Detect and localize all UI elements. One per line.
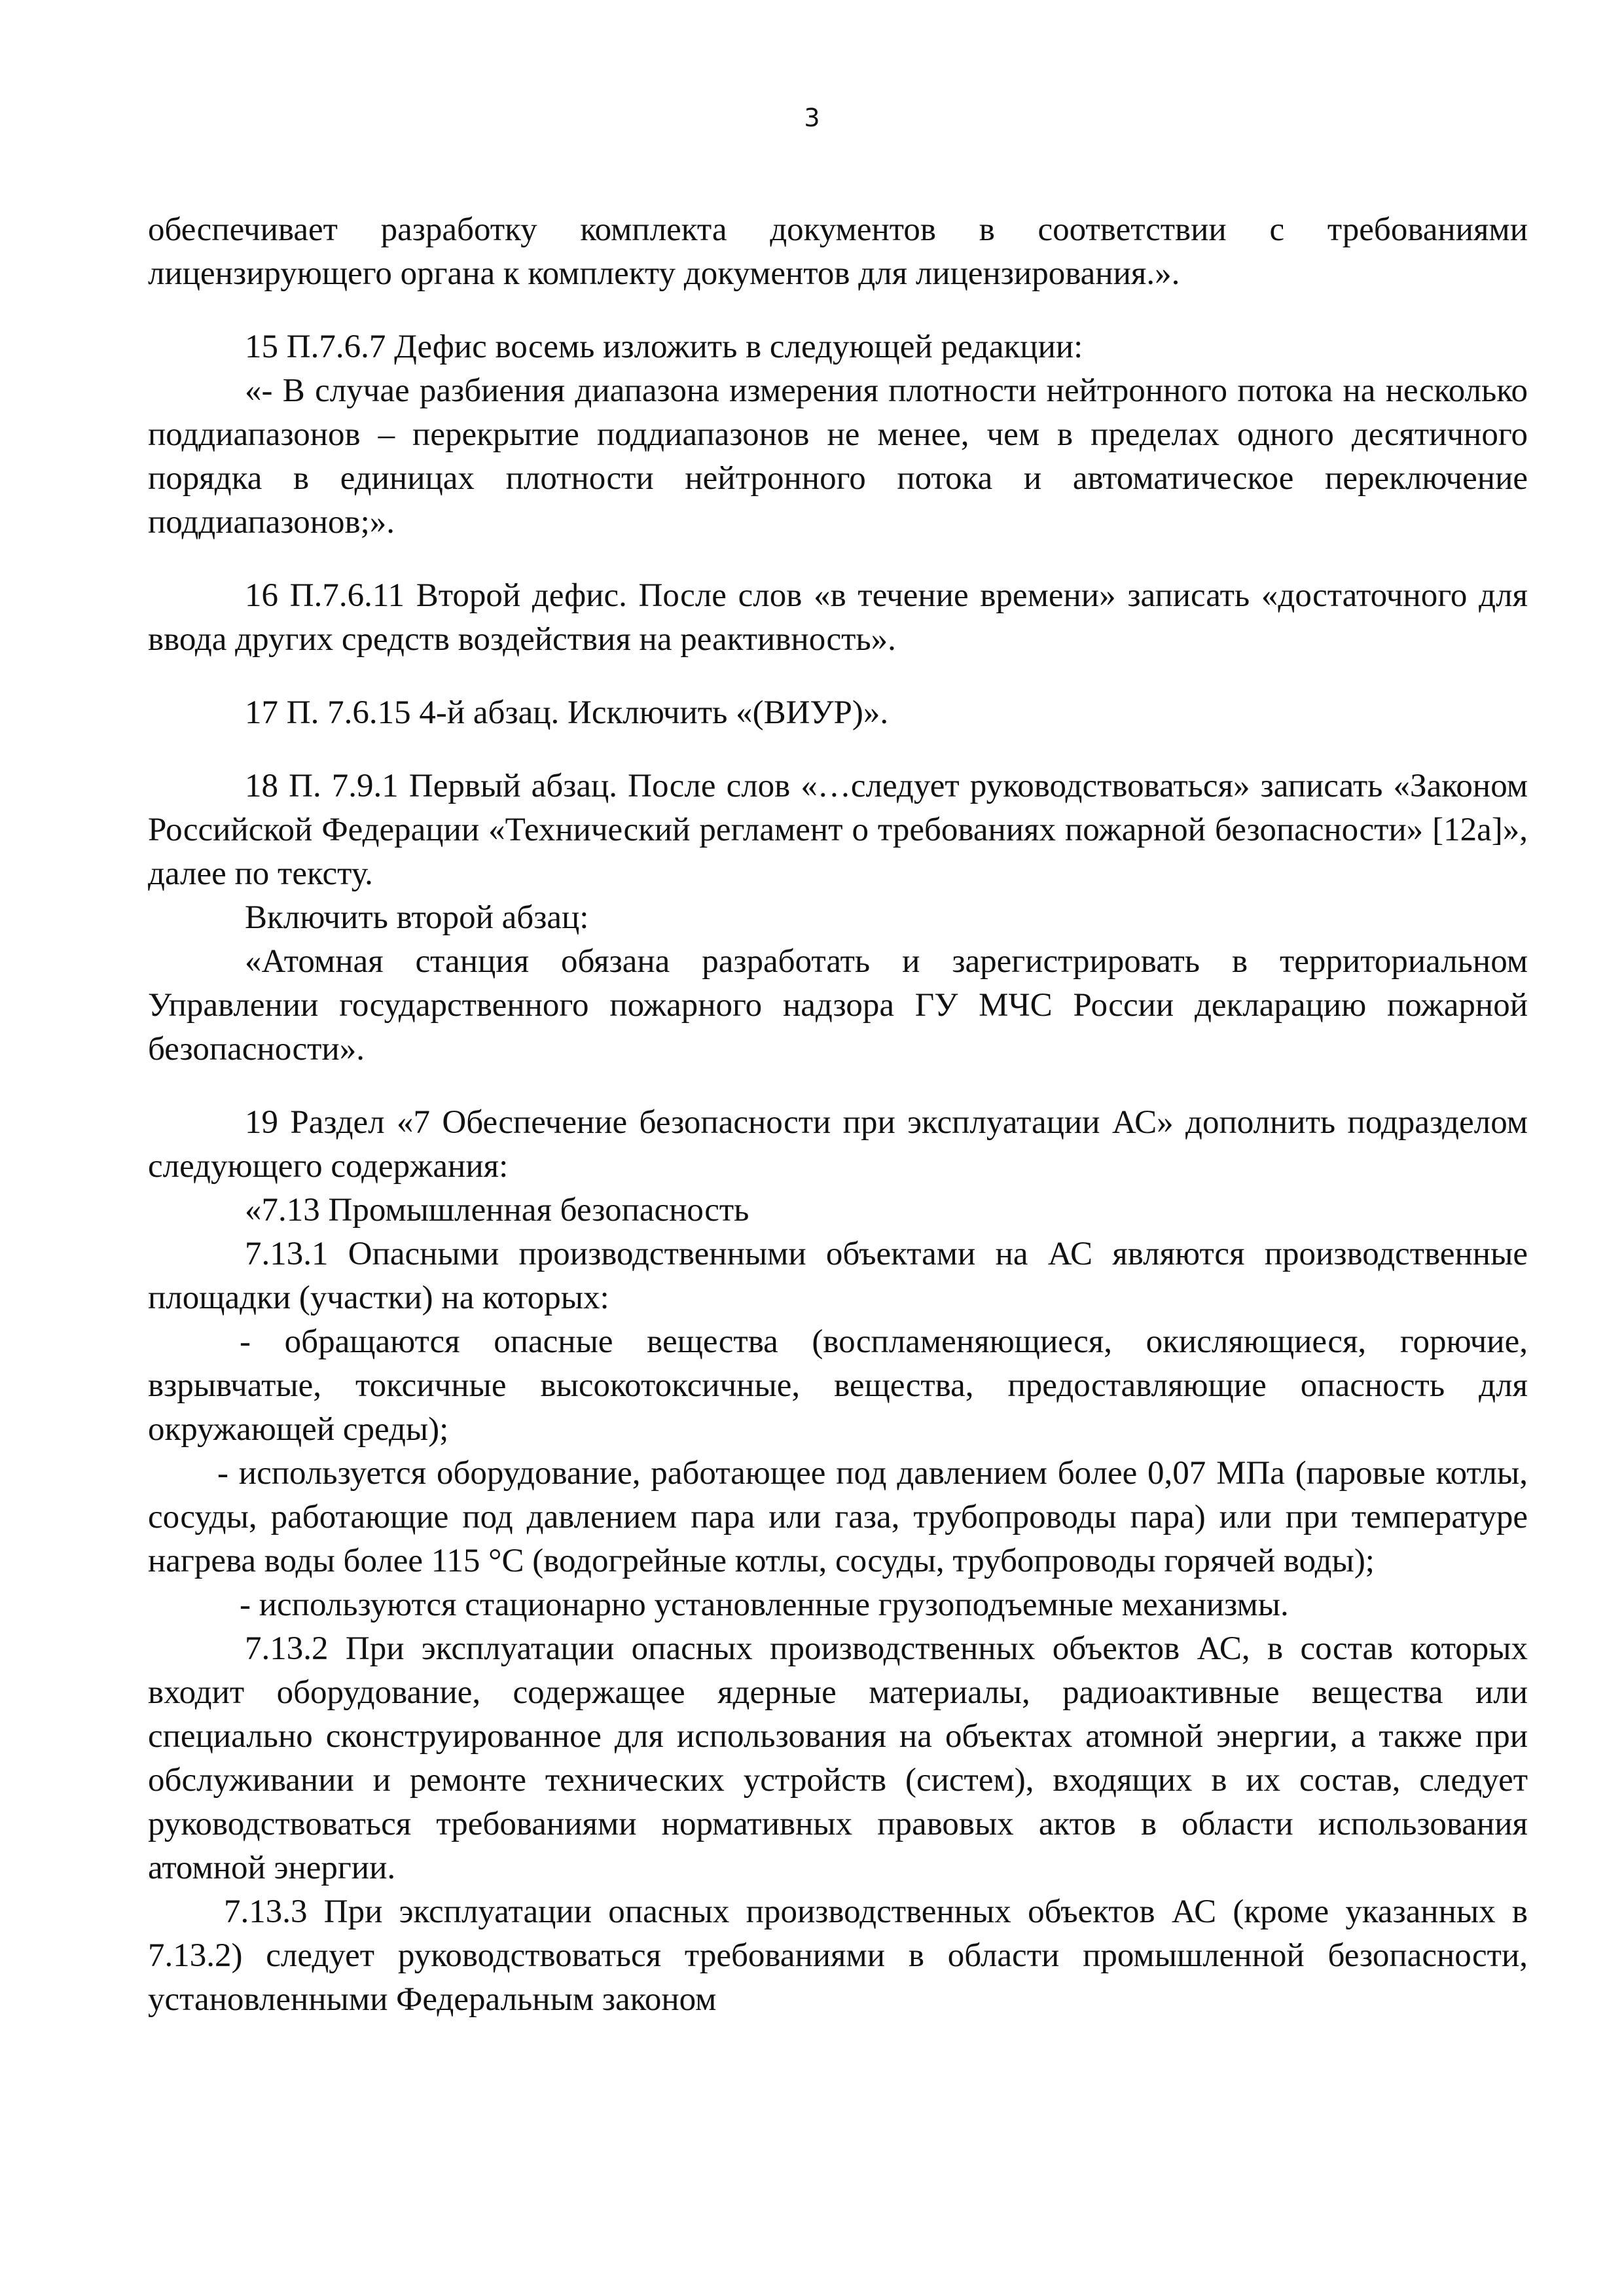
paragraph-item-16: 16 П.7.6.11 Второй дефис. После слов «в течение времени» записать «достаточного для ввода других средств воздействия на реактивность». (148, 577, 1528, 658)
paragraph-continuation: обеспечивает разработку комплекта документов в соответствии с требованиями лицензирующего органа к комплекту документов для лицензирования.». (148, 211, 1528, 292)
clause-7-13-1: 7.13.1 Опасными производственными объектами на АС являются производственные площадки (участки) на которых: (148, 1236, 1528, 1316)
page-number: 3 (804, 103, 820, 132)
paragraph-item-18-include: Включить второй абзац: (245, 899, 589, 936)
paragraph-item-18-text: «Атомная станция обязана разработать и зарегистрировать в территориальном Управлении государственного пожарного надзора ГУ МЧС России декларацию пожарной безопасности». (148, 943, 1528, 1067)
paragraph-item-19: 19 Раздел «7 Обеспечение безопасности при эксплуатации АС» дополнить подразделом следующего содержания: (148, 1104, 1528, 1185)
clause-7-13-3: 7.13.3 При эксплуатации опасных производственных объектов АС (кроме указанных в 7.13.2) следует руководствоваться требованиями в области промышленной безопасности, установленными Федеральным законом (148, 1893, 1528, 2018)
document-body (148, 208, 1528, 2022)
clause-7-13-2: 7.13.2 При эксплуатации опасных производственных объектов АС, в состав которых входит оборудование, содержащее ядерные материалы, радиоактивные вещества или специально сконструированное для использования на объектах атомной энергии, а также при обслуживании и ремонте технических устройств (систем), входящих в их состав, следует руководствоваться требованиями нормативных правовых актов в области использования атомной энергии. (148, 1630, 1528, 1886)
paragraph-item-15: 15 П.7.6.7 Дефис восемь изложить в следующей редакции: (245, 329, 1083, 365)
list-item-lifting-mechanisms: - используются стационарно установленные грузоподъемные механизмы. (240, 1587, 1289, 1623)
list-item-pressure-equipment: - используется оборудование, работающее под давлением более 0,07 МПа (паровые котлы, сосуды, работающие под давлением пара или газа, трубопроводы пара) или при температуре нагрева воды более 115 °С (водогрейные котлы, сосуды, трубопроводы горячей воды); (148, 1455, 1528, 1579)
list-item-dangerous-substances: - обращаются опасные вещества (воспламеняющиеся, окисляющиеся, горючие, взрывчатые, токсичные высокотоксичные, вещества, предоставляющие опасность для окружающей среды); (148, 1323, 1528, 1448)
paragraph-item-18: 18 П. 7.9.1 Первый абзац. После слов «…следует руководствоваться» записать «Законом Российской Федерации «Технический регламент о требованиях пожарной безопасности» [12а]», далее по тексту. (148, 768, 1528, 892)
paragraph-item-15-text: «- В случае разбиения диапазона измерения плотности нейтронного потока на несколько поддиапазонов – перекрытие поддиапазонов не менее, чем в пределах одного десятичного порядка в единицах плотности нейтронного потока и автоматическое переключение поддиапазонов;». (148, 372, 1528, 541)
paragraph-item-17: 17 П. 7.6.15 4-й абзац. Исключить «(ВИУР)». (245, 694, 889, 731)
subsection-heading-7-13: «7.13 Промышленная безопасность (245, 1192, 749, 1229)
